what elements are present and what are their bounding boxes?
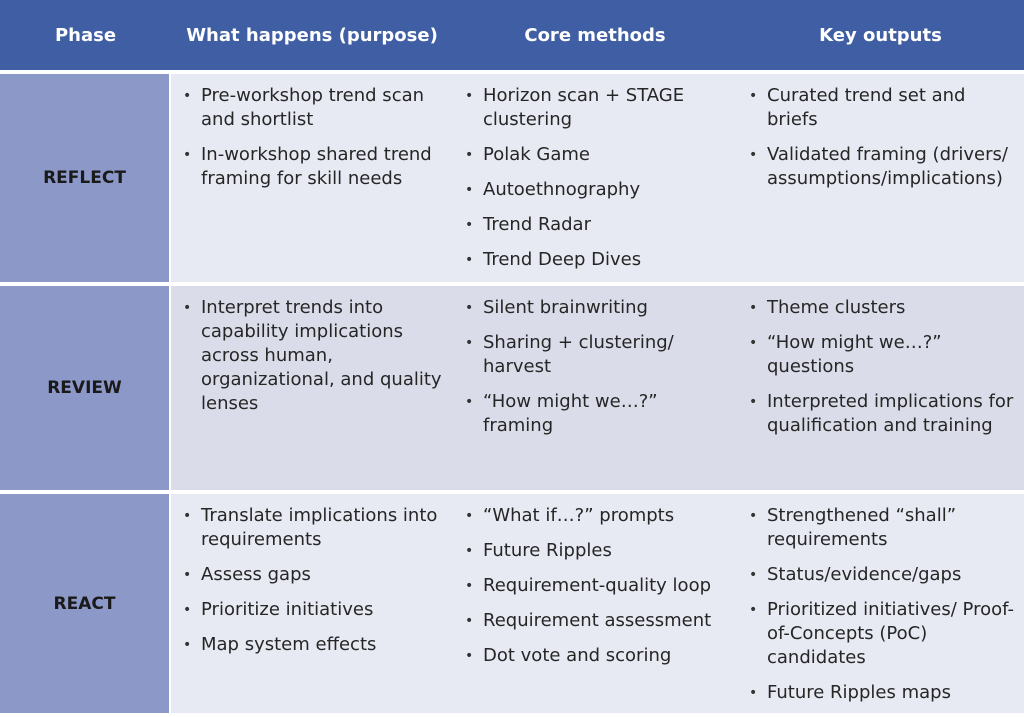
- list-item: • Validated framing (drivers/ assumptions/implications): [743, 143, 1016, 191]
- list-item: • Status/evidence/gaps: [743, 563, 1016, 587]
- list-item: • “How might we…?” questions: [743, 331, 1016, 379]
- header-methods: Core methods: [453, 0, 737, 70]
- phase-label: REVIEW: [0, 286, 171, 490]
- list-item: • “How might we…?” framing: [459, 390, 729, 438]
- outputs-cell: [737, 494, 1024, 713]
- list-item: • Requirement-quality loop: [459, 574, 729, 598]
- list-item: • Horizon scan + STAGE clustering: [459, 84, 729, 132]
- list-item: • Trend Radar: [459, 213, 729, 237]
- list-item: • Translate implications into requirements: [177, 504, 445, 552]
- methods-cell: [453, 286, 737, 490]
- methods-cell: [453, 74, 737, 282]
- list-item: • Prioritize initiatives: [177, 598, 445, 622]
- list-item: • Interpret trends into capability implications across human, organizational, and quality lenses: [177, 296, 445, 416]
- list-item: • In-workshop shared trend framing for skill needs: [177, 143, 445, 191]
- list-item: • Curated trend set and briefs: [743, 84, 1016, 132]
- list-item: • Dot vote and scoring: [459, 644, 729, 668]
- list-item: • Silent brainwriting: [459, 296, 729, 320]
- list-item: • Interpreted implications for qualification and training: [743, 390, 1016, 438]
- header-phase: Phase: [0, 0, 171, 70]
- list-item: • Strengthened “shall” requirements: [743, 504, 1016, 552]
- outputs-cell: [737, 286, 1024, 490]
- list-item: • Future Ripples: [459, 539, 729, 563]
- list-item: • Future Ripples maps: [743, 681, 1016, 705]
- list-item: • Autoethnography: [459, 178, 729, 202]
- list-item: • Requirement assessment: [459, 609, 729, 633]
- header-outputs: Key outputs: [737, 0, 1024, 70]
- purpose-cell: [171, 74, 453, 282]
- header-purpose: What happens (purpose): [171, 0, 453, 70]
- list-item: • “What if…?” prompts: [459, 504, 729, 528]
- methods-cell: [453, 494, 737, 713]
- phase-label: REFLECT: [0, 74, 171, 282]
- list-item: • Prioritized initiatives/ Proof-of-Concepts (PoC) candidates: [743, 598, 1016, 670]
- outputs-cell: [737, 74, 1024, 282]
- list-item: • Assess gaps: [177, 563, 445, 587]
- purpose-cell: [171, 286, 453, 490]
- phase-label: REACT: [0, 494, 171, 713]
- purpose-cell: [171, 494, 453, 713]
- list-item: • Polak Game: [459, 143, 729, 167]
- list-item: • Trend Deep Dives: [459, 248, 729, 272]
- list-item: • Theme clusters: [743, 296, 1016, 320]
- list-item: • Map system effects: [177, 633, 445, 657]
- list-item: • Sharing + clustering/ harvest: [459, 331, 729, 379]
- list-item: • Pre-workshop trend scan and shortlist: [177, 84, 445, 132]
